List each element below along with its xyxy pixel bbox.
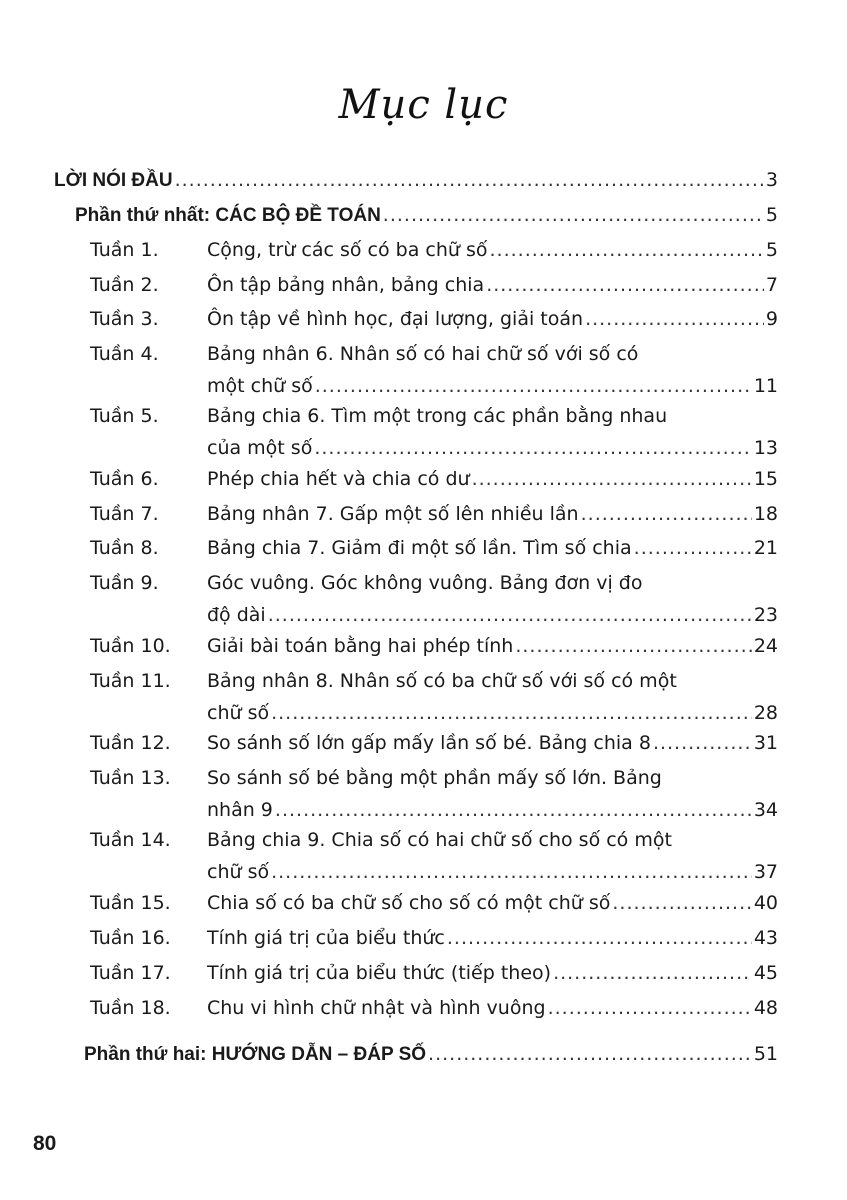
entry-page: 23: [753, 604, 778, 626]
entry-page: 9: [765, 308, 778, 330]
toc-entry-week[interactable]: [207, 798, 778, 822]
week-label: Tuần 6.: [90, 468, 159, 490]
week-label: Tuần 11.: [90, 670, 171, 692]
week-label: Tuần 3.: [90, 308, 159, 330]
dot-leader: [268, 603, 752, 627]
entry-title: Chu vi hình chữ nhật và hình vuông: [207, 997, 546, 1019]
dot-leader: [612, 891, 751, 915]
week-label: Tuần 18.: [90, 997, 171, 1019]
entry-page: 13: [753, 437, 778, 459]
toc-entry-week[interactable]: [207, 961, 778, 985]
entry-title: So sánh số lớn gấp mấy lần số bé. Bảng chia 8: [207, 732, 651, 754]
dot-leader: [175, 168, 764, 192]
entry-title: chữ số: [207, 861, 270, 883]
entry-page: 18: [753, 503, 778, 525]
entry-page: 3: [765, 169, 778, 191]
entry-title: Chia số có ba chữ số cho số có một chữ số: [207, 892, 611, 914]
entry-title: Bảng nhân 7. Gấp một số lên nhiều lần: [207, 503, 579, 525]
entry-page: 34: [753, 799, 778, 821]
entry-page: 48: [753, 997, 778, 1019]
entry-title: độ dài: [207, 604, 266, 626]
week-label: Tuần 1.: [90, 239, 159, 261]
dot-leader: [553, 961, 752, 985]
entry-title-line1: Bảng chia 6. Tìm một trong các phần bằng nhau: [207, 405, 668, 427]
entry-title: Ôn tập bảng nhân, bảng chia: [207, 274, 485, 296]
entry-title-line1: So sánh số bé bằng một phần mấy số lớn. Bảng: [207, 767, 662, 789]
toc-entry-week[interactable]: [207, 860, 778, 884]
toc-title: Mục lục: [338, 82, 509, 128]
entry-title: một chữ số: [207, 375, 313, 397]
toc-entry-week[interactable]: [207, 502, 778, 526]
toc-entry-week[interactable]: [207, 436, 778, 460]
dot-leader: [275, 798, 752, 822]
dot-leader: [271, 860, 752, 884]
entry-title-line1: Góc vuông. Góc không vuông. Bảng đơn vị đo: [207, 572, 643, 594]
toc-entry-week[interactable]: [207, 238, 778, 262]
week-label: Tuần 12.: [90, 732, 171, 754]
dot-leader: [585, 307, 764, 331]
toc-entry-week[interactable]: [207, 467, 778, 491]
toc-entry-week[interactable]: [207, 634, 778, 658]
week-label: Tuần 17.: [90, 962, 171, 984]
week-label: Tuần 5.: [90, 405, 159, 427]
week-label: Tuần 15.: [90, 892, 171, 914]
toc-entry-week[interactable]: [207, 374, 778, 398]
entry-page: 40: [753, 892, 778, 914]
entry-page: 45: [753, 962, 778, 984]
entry-page: 24: [753, 635, 778, 657]
dot-leader: [490, 238, 764, 262]
entry-title: Phần thứ hai: HƯỚNG DẪN – ĐÁP SỐ: [84, 1044, 427, 1065]
entry-title: Bảng chia 7. Giảm đi một số lần. Tìm số chia: [207, 537, 632, 559]
page-number: 80: [33, 1132, 57, 1155]
entry-title-line1: Bảng nhân 8. Nhân số có ba chữ số với số có một: [207, 670, 677, 692]
dot-leader: [548, 996, 752, 1020]
week-label: Tuần 13.: [90, 767, 171, 789]
toc-entry-week[interactable]: [207, 307, 778, 331]
week-label: Tuần 4.: [90, 343, 159, 365]
toc-entry-part2[interactable]: [84, 1042, 778, 1067]
entry-title: chữ số: [207, 702, 270, 724]
entry-title: Phép chia hết và chia có dư: [207, 468, 470, 490]
toc-entry-preface[interactable]: [54, 168, 778, 193]
entry-title: Tính giá trị của biểu thức (tiếp theo): [207, 962, 552, 984]
dot-leader: [634, 536, 752, 560]
entry-title: của một số: [207, 437, 313, 459]
entry-title: Phần thứ nhất: CÁC BỘ ĐỀ TOÁN: [75, 205, 381, 226]
entry-title: Ôn tập về hình học, đại lượng, giải toán: [207, 308, 584, 330]
toc-entry-week[interactable]: [207, 926, 778, 950]
entry-page: 5: [765, 204, 778, 226]
entry-title-line1: Bảng chia 9. Chia số có hai chữ số cho số có một: [207, 829, 672, 851]
dot-leader: [314, 436, 751, 460]
dot-leader: [428, 1042, 752, 1066]
week-label: Tuần 10.: [90, 635, 171, 657]
week-label: Tuần 9.: [90, 572, 159, 594]
entry-title: LỜI NÓI ĐẦU: [54, 170, 173, 191]
week-label: Tuần 14.: [90, 829, 171, 851]
dot-leader: [581, 502, 752, 526]
dot-leader: [271, 701, 752, 725]
toc-entry-week[interactable]: [207, 273, 778, 297]
toc-entry-week[interactable]: [207, 536, 778, 560]
toc-entry-week[interactable]: [207, 996, 778, 1020]
entry-page: 28: [753, 702, 778, 724]
entry-page: 51: [753, 1043, 778, 1065]
week-label: Tuần 7.: [90, 503, 159, 525]
toc-entry-part1[interactable]: [75, 203, 778, 228]
week-label: Tuần 8.: [90, 537, 159, 559]
entry-page: 43: [753, 927, 778, 949]
entry-page: 11: [753, 375, 778, 397]
entry-title-line1: Bảng nhân 6. Nhân số có hai chữ số với số có: [207, 343, 639, 365]
week-label: Tuần 2.: [90, 274, 159, 296]
dot-leader: [486, 273, 764, 297]
dot-leader: [515, 634, 751, 658]
toc-entry-week[interactable]: [207, 731, 778, 755]
entry-page: 31: [753, 732, 778, 754]
entry-title: nhân 9: [207, 799, 273, 821]
entry-page: 5: [765, 239, 778, 261]
entry-page: 37: [753, 861, 778, 883]
dot-leader: [383, 203, 764, 227]
entry-title: Cộng, trừ các số có ba chữ số: [207, 239, 488, 261]
dot-leader: [653, 731, 752, 755]
entry-page: 15: [753, 468, 778, 490]
toc-entry-week[interactable]: [207, 701, 778, 725]
entry-title: Tính giá trị của biểu thức: [207, 927, 445, 949]
week-label: Tuần 16.: [90, 927, 171, 949]
toc-entry-week[interactable]: [207, 603, 778, 627]
toc-entry-week[interactable]: [207, 891, 778, 915]
dot-leader: [447, 926, 752, 950]
dot-leader: [472, 467, 752, 491]
entry-title: Giải bài toán bằng hai phép tính: [207, 635, 514, 657]
entry-page: 7: [765, 274, 778, 296]
entry-page: 21: [753, 537, 778, 559]
dot-leader: [315, 374, 752, 398]
